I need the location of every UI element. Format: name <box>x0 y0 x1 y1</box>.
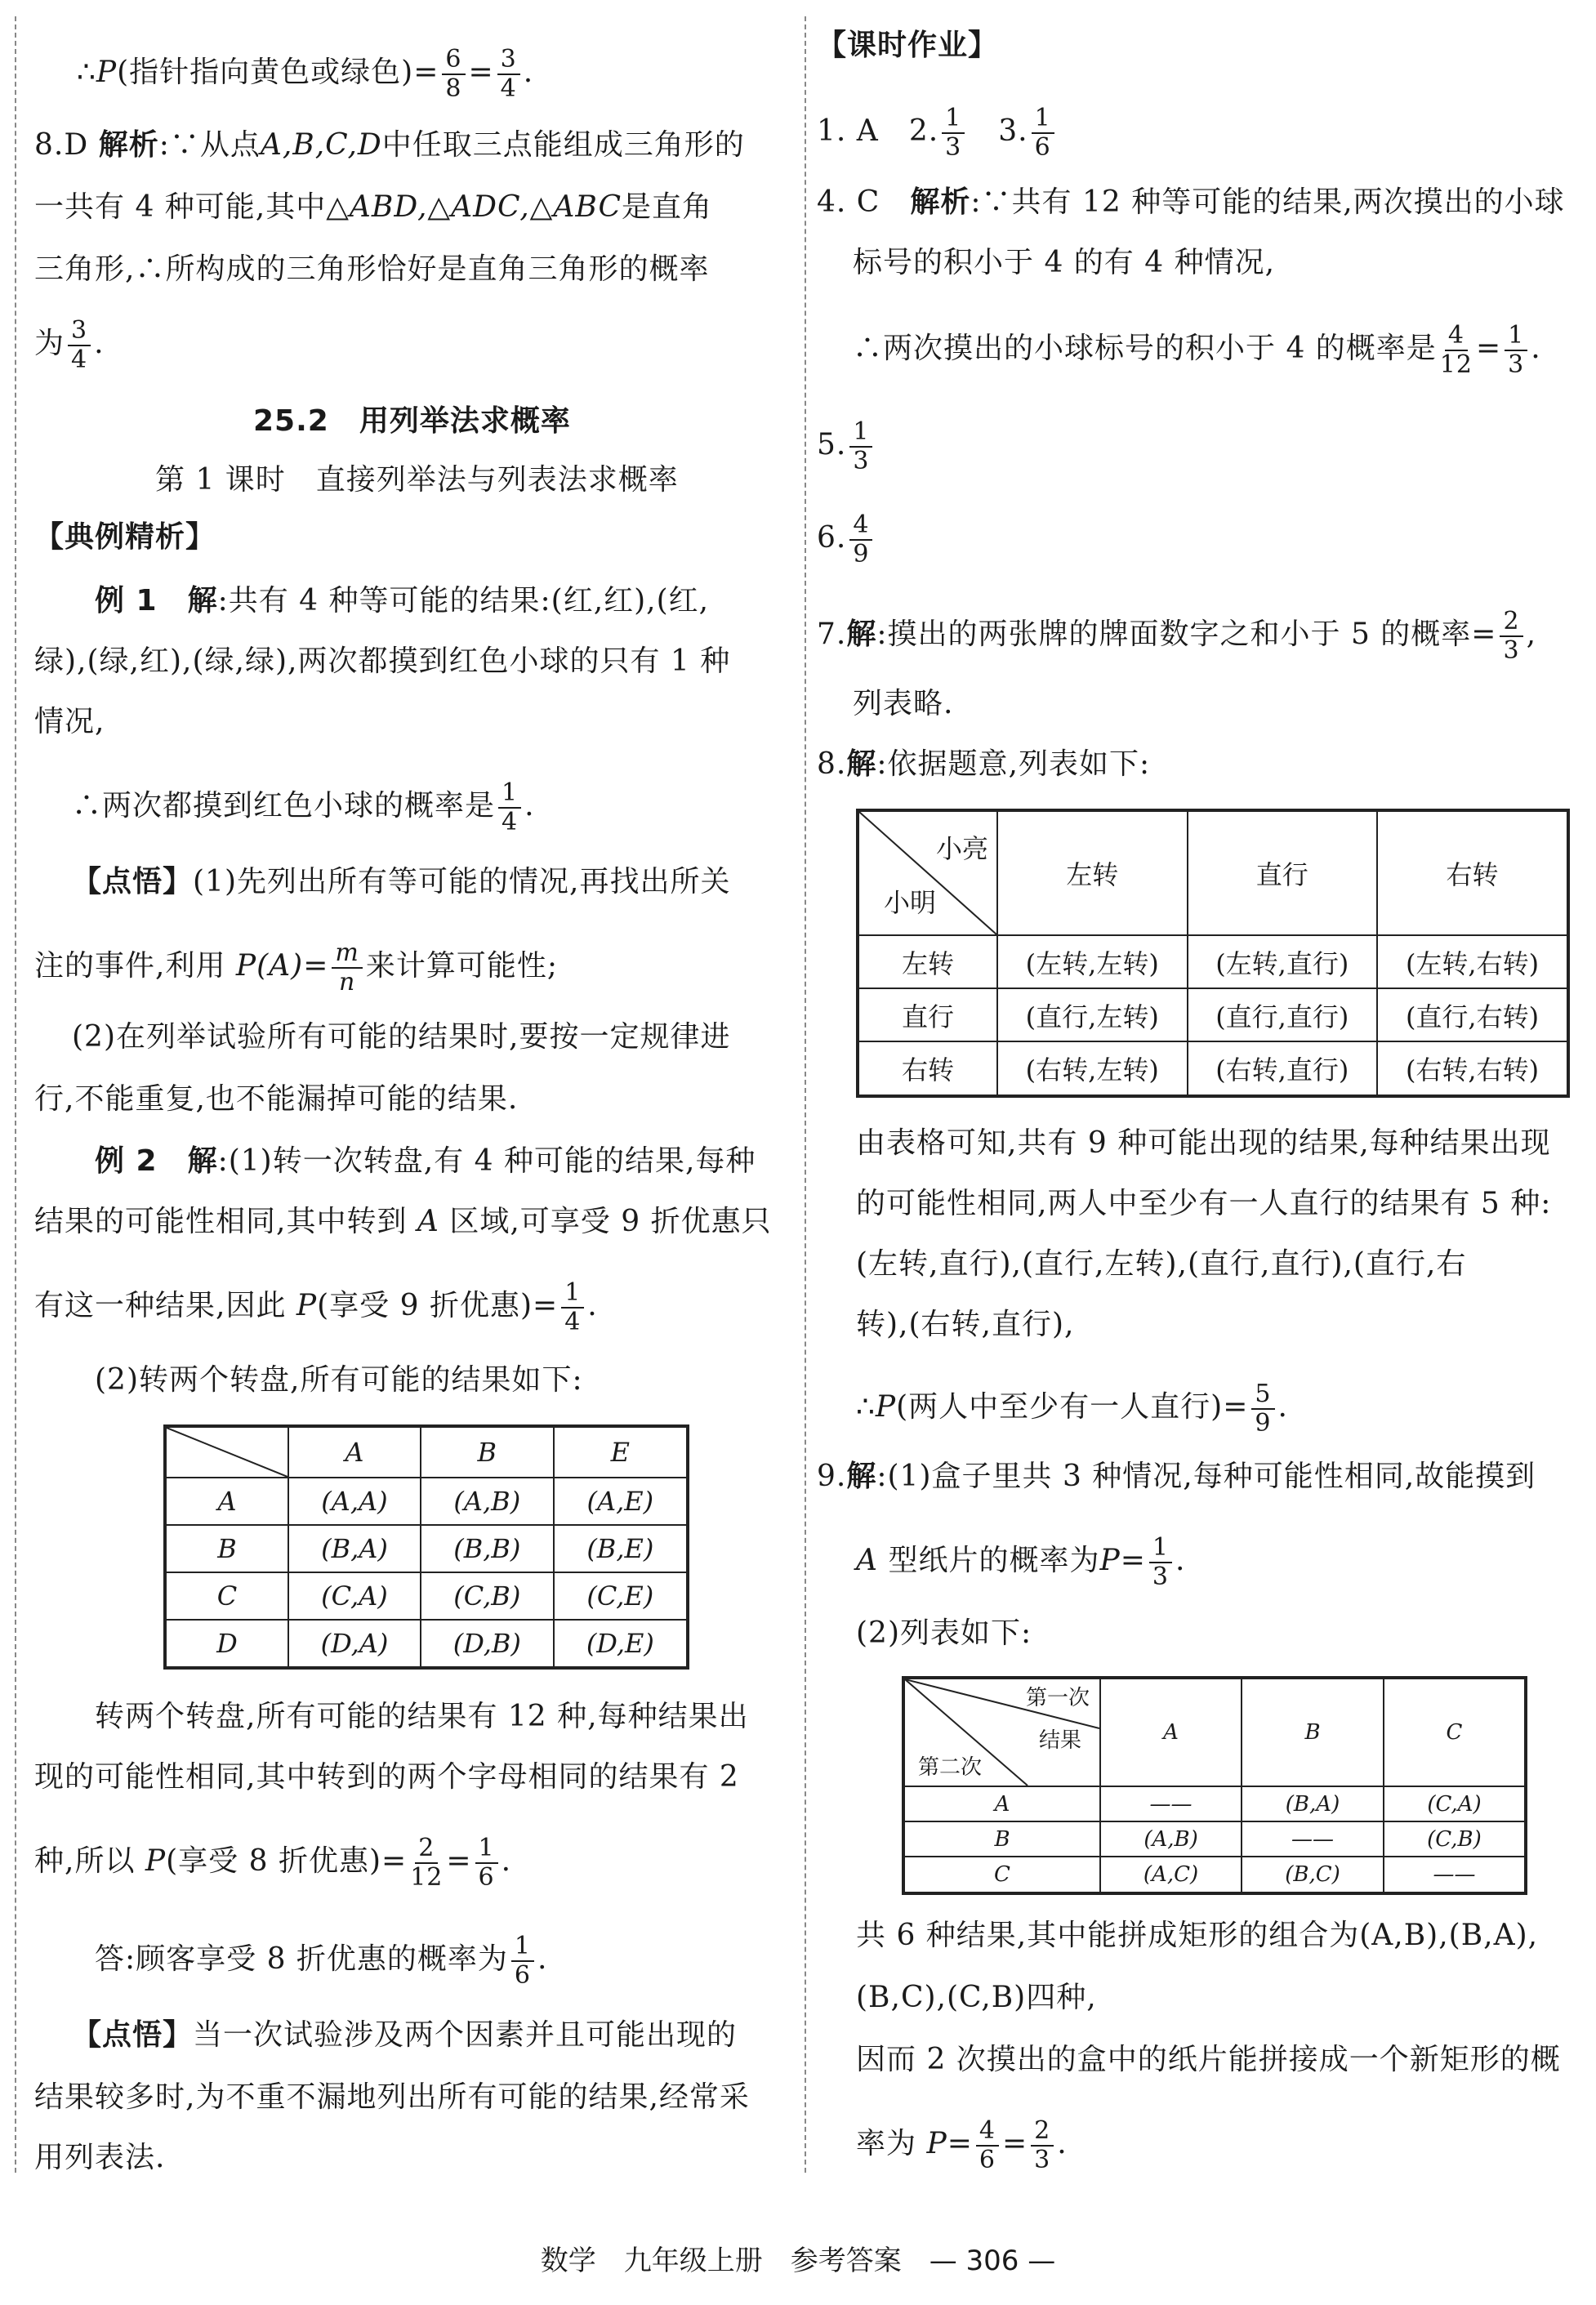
text-line: 标号的积小于 4 的有 4 种情况, <box>853 246 1276 279</box>
cell: (A,B) <box>421 1478 554 1525</box>
fraction: $\frac{4}{9}$ <box>849 511 872 568</box>
table-row <box>165 1620 688 1668</box>
text-line: 转),(右转,直行), <box>856 1308 1075 1341</box>
fraction: $\frac{1}{3}$ <box>849 418 872 475</box>
fraction: $\frac{1}{4}$ <box>561 1279 584 1336</box>
header-cell: B <box>421 1426 554 1478</box>
fraction: $\frac{4}{12}$ <box>1439 321 1473 379</box>
results-table-3 <box>902 1676 1527 1895</box>
row-header: C <box>903 1857 1100 1893</box>
cell: (B,B) <box>421 1525 554 1572</box>
table-row <box>903 1857 1526 1893</box>
text-line: 共 6 种结果,其中能拼成矩形的组合为(A,B),(B,A), <box>856 1919 1539 1952</box>
fraction: $\frac{1}{3}$ <box>1149 1534 1172 1591</box>
question-4: 4. C 解析:∵共有 12 种等可能的结果,两次摸出的小球 <box>817 185 1565 219</box>
header-cell: 左转 <box>997 810 1188 935</box>
text-line: (左转,直行),(直行,左转),(直行,直行),(直行,右 <box>856 1247 1467 1281</box>
cell: —— <box>1100 1786 1242 1821</box>
text-line: 有这一种结果,因此 P(享受 9 折优惠)= $\frac{1}{4}$ . <box>34 1278 598 1336</box>
corner-cell <box>165 1426 288 1478</box>
fraction: $\frac{1}{3}$ <box>942 105 965 162</box>
table-row <box>903 1821 1526 1857</box>
cell: (A,C) <box>1100 1857 1242 1893</box>
cell: —— <box>1384 1857 1526 1893</box>
fraction: $\frac{m}{n}$ <box>332 939 362 996</box>
lesson-title: 第 1 课时 直接列举法与列表法求概率 <box>155 463 679 497</box>
corner-bottom-label: 第二次 <box>918 1755 983 1780</box>
text-line: 结果较多时,为不重不漏地列出所有可能的结果,经常采 <box>34 2080 750 2114</box>
fraction: $\frac{1}{6}$ <box>475 1835 498 1892</box>
section-title: 25.2 用列举法求概率 <box>253 404 571 438</box>
fraction: $\frac{2}{3}$ <box>1031 2117 1054 2174</box>
question-9: 9.解:(1)盒子里共 3 种情况,每种可能性相同,故能摸到 <box>817 1460 1536 1493</box>
table-row <box>165 1525 688 1572</box>
row-header: A <box>903 1786 1100 1821</box>
cell: (D,E) <box>554 1620 688 1668</box>
cell: (B,E) <box>554 1525 688 1572</box>
fraction: $\frac{5}{9}$ <box>1251 1380 1274 1438</box>
question-7: 7.解:摸出的两张牌的牌面数字之和小于 5 的概率= $\frac{2}{3}$ , <box>817 607 1537 665</box>
diagonal-line <box>167 1428 288 1477</box>
results-table-2 <box>856 809 1570 1098</box>
text-line: ∴P(两人中至少有一人直行)= $\frac{5}{9}$ . <box>856 1380 1288 1438</box>
fraction: $\frac{1}{4}$ <box>498 779 521 836</box>
cell: (C,A) <box>288 1572 421 1620</box>
cell: (C,B) <box>421 1572 554 1620</box>
page-footer: 数学 九年级上册 参考答案 — 306 — <box>540 2245 1056 2277</box>
column-divider <box>805 16 806 2173</box>
text-line: (B,C),(C,B)四种, <box>856 1981 1097 2014</box>
row-header: D <box>165 1620 288 1668</box>
cell: (A,E) <box>554 1478 688 1525</box>
text-line: 转两个转盘,所有可能的结果有 12 种,每种结果出 <box>95 1700 749 1733</box>
answers-1-3: 1. A 2. $\frac{1}{3}$ 3. $\frac{1}{6}$ <box>817 105 1058 162</box>
left-margin-rule <box>15 16 16 2173</box>
text-line: 注的事件,利用 P(A)= $\frac{m}{n}$ 来计算可能性; <box>34 938 558 996</box>
question-6: 6. $\frac{4}{9}$ <box>817 511 876 568</box>
results-table-1 <box>163 1424 689 1670</box>
cell: (A,B) <box>1100 1821 1242 1857</box>
fraction: $\frac{1}{6}$ <box>511 1933 534 1990</box>
text-line: 结果的可能性相同,其中转到 A 区域,可享受 9 折优惠只 <box>34 1205 772 1238</box>
text-line: 答:顾客享受 8 折优惠的概率为 $\frac{1}{6}$ . <box>95 1932 548 1990</box>
cell: (C,A) <box>1384 1786 1526 1821</box>
question-8: 8.D 解析:∵从点A,B,C,D中任取三点能组成三角形的 <box>34 128 745 162</box>
question-8: 8.解:依据题意,列表如下: <box>817 747 1151 781</box>
table-row <box>903 1786 1526 1821</box>
row-header: 左转 <box>858 935 997 988</box>
row-header: 右转 <box>858 1041 997 1096</box>
corner-mid-label: 结果 <box>1038 1728 1081 1753</box>
cell: (右转,左转) <box>997 1041 1188 1096</box>
text-line: (2)在列举试验所有可能的结果时,要按一定规律进 <box>72 1020 731 1054</box>
cell: (左转,右转) <box>1377 935 1568 988</box>
cell: (右转,右转) <box>1377 1041 1568 1096</box>
table-row <box>858 988 1568 1041</box>
text-line: 因而 2 次摸出的盒中的纸片能拼接成一个新矩形的概 <box>856 2043 1561 2076</box>
corner-cell <box>858 810 997 935</box>
cell: (右转,直行) <box>1188 1041 1378 1096</box>
cell: (直行,右转) <box>1377 988 1568 1041</box>
table-row <box>165 1572 688 1620</box>
header-cell: E <box>554 1426 688 1478</box>
header-cell: 右转 <box>1377 810 1568 935</box>
cell: (直行,直行) <box>1188 988 1378 1041</box>
tip-1: 【点悟】(1)先列出所有等可能的情况,再找出所关 <box>72 865 731 898</box>
row-header: A <box>165 1478 288 1525</box>
text-line: 三角形,∴所构成的三角形恰好是直角三角形的概率 <box>34 252 710 286</box>
question-5: 5. $\frac{1}{3}$ <box>817 418 876 475</box>
table-row <box>858 935 1568 988</box>
fraction: $\frac{2}{12}$ <box>410 1834 444 1892</box>
text-line: (2)转两个转盘,所有可能的结果如下: <box>95 1363 583 1397</box>
fraction: $\frac{3}{4}$ <box>497 46 520 103</box>
fraction: $\frac{4}{6}$ <box>976 2117 999 2174</box>
row-header: 直行 <box>858 988 997 1041</box>
fraction: $\frac{2}{3}$ <box>1500 608 1522 665</box>
cell: (直行,左转) <box>997 988 1188 1041</box>
header-cell: 直行 <box>1188 810 1378 935</box>
cell: (左转,左转) <box>997 935 1188 988</box>
cell: (D,B) <box>421 1620 554 1668</box>
text-line: 为 $\frac{3}{4}$ . <box>34 316 105 374</box>
table-row <box>165 1478 688 1525</box>
text-line: 率为 P= $\frac{4}{6}$ = $\frac{2}{3}$ . <box>856 2116 1068 2174</box>
cell: (左转,直行) <box>1188 935 1378 988</box>
corner-bottom-label: 小明 <box>884 887 937 918</box>
header-cell: C <box>1384 1678 1526 1786</box>
cell: (B,A) <box>288 1525 421 1572</box>
fraction: $\frac{1}{6}$ <box>1032 105 1054 162</box>
cell: (D,A) <box>288 1620 421 1668</box>
example-2: 例 2 解:(1)转一次转盘,有 4 种可能的结果,每种 <box>95 1144 756 1178</box>
text-line: ∴两次都摸到红色小球的概率是 $\frac{1}{4}$ . <box>72 778 535 836</box>
text-line: 现的可能性相同,其中转到的两个字母相同的结果有 2 <box>34 1760 739 1794</box>
cell: (C,E) <box>554 1572 688 1620</box>
corner-cell <box>903 1678 1100 1786</box>
corner-top-label: 第一次 <box>1025 1686 1090 1710</box>
cell: (A,A) <box>288 1478 421 1525</box>
text-line: 由表格可知,共有 9 种可能出现的结果,每种结果出现 <box>856 1126 1551 1160</box>
header-cell: A <box>288 1426 421 1478</box>
cell: (B,C) <box>1242 1857 1384 1893</box>
fraction: $\frac{1}{3}$ <box>1505 322 1527 379</box>
cell: —— <box>1242 1821 1384 1857</box>
text-line: 种,所以 P(享受 8 折优惠)= $\frac{2}{12}$ = $\frac{1}{6}$ . <box>34 1834 512 1892</box>
fraction: $\frac{3}{4}$ <box>68 317 91 374</box>
tip-2: 【点悟】当一次试验涉及两个因素并且可能出现的 <box>72 2018 738 2052</box>
bracket-heading: 【典例精析】 <box>34 520 216 554</box>
fraction: $\frac{6}{8}$ <box>442 46 465 103</box>
row-header: B <box>165 1525 288 1572</box>
example-1: 例 1 解:共有 4 种等可能的结果:(红,红),(红, <box>95 584 710 617</box>
cell: (B,A) <box>1242 1786 1384 1821</box>
cell: (C,B) <box>1384 1821 1526 1857</box>
text-line: 一共有 4 种可能,其中△ABD,△ADC,△ABC是直角 <box>34 190 713 224</box>
header-cell: A <box>1100 1678 1242 1786</box>
text-line: 的可能性相同,两人中至少有一人直行的结果有 5 种: <box>856 1187 1552 1220</box>
text-line: 列表略. <box>853 687 954 720</box>
row-header: C <box>165 1572 288 1620</box>
row-header: B <box>903 1821 1100 1857</box>
text-line: ∴两次摸出的小球标号的积小于 4 的概率是 $\frac{4}{12}$ = $\frac{1}{3}$ . <box>853 321 1541 379</box>
text-line: 绿),(绿,红),(绿,绿),两次都摸到红色小球的只有 1 种 <box>34 644 731 678</box>
answer-line: ∴P(指针指向黄色或绿色)= $\frac{6}{8}$ = $\frac{3}{4}$ . <box>77 45 534 103</box>
table-row <box>858 1041 1568 1096</box>
text-line: A 型纸片的概率为P= $\frac{1}{3}$ . <box>856 1533 1186 1591</box>
text-line: 情况, <box>34 705 105 738</box>
header-cell: B <box>1242 1678 1384 1786</box>
text-line: 用列表法. <box>34 2141 166 2174</box>
text-line: (2)列表如下: <box>856 1616 1032 1650</box>
bracket-heading: 【课时作业】 <box>817 29 999 62</box>
text-line: 行,不能重复,也不能漏掉可能的结果. <box>34 1082 519 1116</box>
corner-top-label: 小亮 <box>935 833 988 864</box>
